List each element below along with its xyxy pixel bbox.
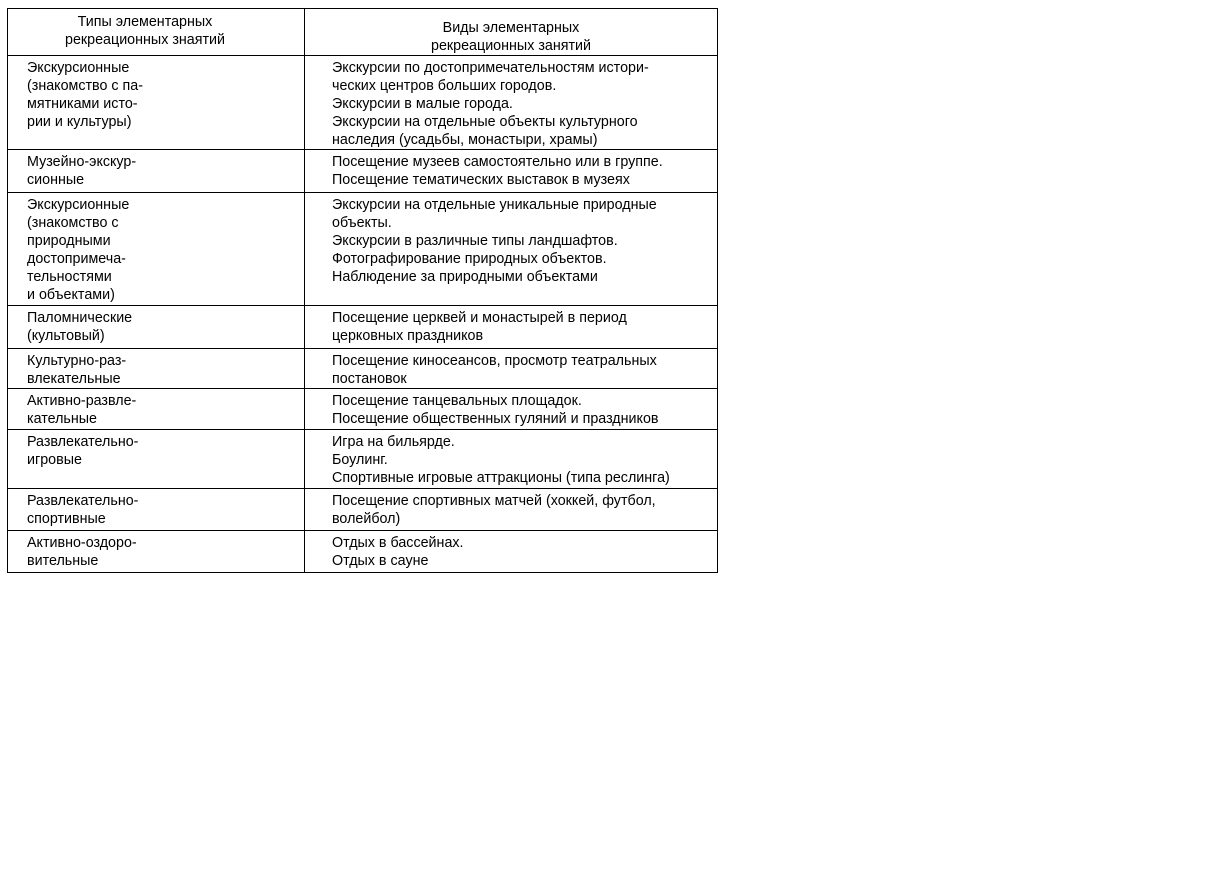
table-row bbox=[8, 56, 718, 150]
activity-kinds-cell bbox=[305, 489, 718, 531]
activity-type-cell bbox=[8, 430, 305, 489]
activity-type-cell bbox=[8, 349, 305, 389]
activity-kind-line: Посещение церквей и монастырей в период bbox=[332, 310, 627, 326]
activity-kinds-cell bbox=[305, 150, 718, 193]
activity-kind-line: Фотографирование природных объектов. bbox=[332, 251, 607, 267]
activity-kind-line: наследия (усадьбы, монастыри, храмы) bbox=[332, 132, 598, 148]
activity-kind-line: Спортивные игровые аттракционы (типа реслинга) bbox=[332, 470, 670, 486]
activity-type-line: природными bbox=[27, 233, 111, 249]
activity-kind-line: Экскурсии в различные типы ландшафтов. bbox=[332, 233, 618, 249]
table-row bbox=[8, 193, 718, 306]
activity-kinds-cell bbox=[305, 389, 718, 430]
activity-type-line: рии и культуры) bbox=[27, 114, 132, 130]
header-types bbox=[8, 9, 305, 56]
activity-type-line: (культовый) bbox=[27, 328, 105, 344]
table-row bbox=[8, 150, 718, 193]
activity-kind-line: Посещение киносеансов, просмотр театральных bbox=[332, 353, 657, 369]
activity-kind-line: Экскурсии на отдельные уникальные природные bbox=[332, 197, 657, 213]
activity-type-line: спортивные bbox=[27, 511, 106, 527]
activity-kind-line: церковных праздников bbox=[332, 328, 484, 344]
activity-type-line: (знакомство с па- bbox=[27, 78, 143, 94]
activity-type-line: Экскурсионные bbox=[27, 197, 130, 213]
activity-kind-line: Отдых в бассейнах. bbox=[332, 535, 464, 551]
header-types-line: Типы элементарных bbox=[77, 14, 213, 30]
activity-kind-line: волейбол) bbox=[332, 511, 401, 527]
activity-kind-line: Посещение танцевальных площадок. bbox=[332, 393, 582, 409]
table-row bbox=[8, 389, 718, 430]
table-row bbox=[8, 430, 718, 489]
activity-type-line: Экскурсионные bbox=[27, 60, 130, 76]
activity-type-line: Активно-оздоро- bbox=[27, 535, 137, 551]
activity-type-line: мятниками исто- bbox=[27, 96, 138, 112]
recreation-activities-table bbox=[7, 8, 718, 573]
activity-type-line: вительные bbox=[27, 553, 99, 569]
activity-type-line: и объектами) bbox=[27, 287, 115, 303]
table-header-row bbox=[8, 9, 718, 56]
activity-kind-line: Наблюдение за природными объектами bbox=[332, 269, 598, 285]
activity-kind-line: Посещение общественных гуляний и праздников bbox=[332, 411, 659, 427]
activity-type-line: тельностями bbox=[27, 269, 112, 285]
table-row bbox=[8, 306, 718, 349]
header-kinds-line: Виды элементарных bbox=[442, 20, 580, 36]
activity-type-line: игровые bbox=[27, 452, 82, 468]
activity-kind-line: Экскурсии по достопримечательностям истори- bbox=[332, 60, 649, 76]
activity-kind-line: объекты. bbox=[332, 215, 392, 231]
activity-kind-line: Отдых в сауне bbox=[332, 553, 429, 569]
activity-kind-line: Боулинг. bbox=[332, 452, 388, 468]
header-kinds bbox=[305, 9, 718, 56]
activity-kind-line: Экскурсии на отдельные объекты культурного bbox=[332, 114, 638, 130]
activity-kind-line: Посещение тематических выставок в музеях bbox=[332, 172, 630, 188]
activity-kind-line: постановок bbox=[332, 371, 407, 387]
activity-type-cell bbox=[8, 306, 305, 349]
activity-type-line: Паломнические bbox=[27, 310, 133, 326]
activity-kinds-cell bbox=[305, 349, 718, 389]
activity-kinds-cell bbox=[305, 306, 718, 349]
activity-type-line: влекательные bbox=[27, 371, 121, 387]
activity-type-line: Развлекательно- bbox=[27, 434, 139, 450]
activity-type-cell bbox=[8, 56, 305, 150]
activity-type-line: Активно-развле- bbox=[27, 393, 137, 409]
header-kinds-line: рекреационных занятий bbox=[431, 38, 591, 54]
activity-type-cell bbox=[8, 150, 305, 193]
table-row bbox=[8, 531, 718, 573]
header-types-line: рекреационных знаятий bbox=[65, 32, 225, 48]
activity-type-line: (знакомство с bbox=[27, 215, 119, 231]
activity-type-line: Музейно-экскур- bbox=[27, 154, 137, 170]
activity-kind-line: ческих центров больших городов. bbox=[332, 78, 557, 94]
activity-type-line: достопримеча- bbox=[27, 251, 126, 267]
activity-type-cell bbox=[8, 489, 305, 531]
table-row bbox=[8, 349, 718, 389]
recreation-table-container bbox=[7, 8, 717, 573]
activity-type-line: кательные bbox=[27, 411, 97, 427]
activity-type-cell bbox=[8, 531, 305, 573]
activity-type-cell bbox=[8, 193, 305, 306]
activity-kind-line: Посещение спортивных матчей (хоккей, футбол, bbox=[332, 493, 656, 509]
activity-kind-line: Посещение музеев самостоятельно или в группе. bbox=[332, 154, 663, 170]
table-row bbox=[8, 489, 718, 531]
activity-kind-line: Экскурсии в малые города. bbox=[332, 96, 513, 112]
activity-kinds-cell bbox=[305, 531, 718, 573]
activity-kinds-cell bbox=[305, 193, 718, 306]
activity-kind-line: Игра на бильярде. bbox=[332, 434, 455, 450]
activity-kinds-cell bbox=[305, 430, 718, 489]
activity-type-line: Развлекательно- bbox=[27, 493, 139, 509]
activity-type-cell bbox=[8, 389, 305, 430]
activity-type-line: сионные bbox=[27, 172, 85, 188]
activity-kinds-cell bbox=[305, 56, 718, 150]
activity-type-line: Культурно-раз- bbox=[27, 353, 127, 369]
